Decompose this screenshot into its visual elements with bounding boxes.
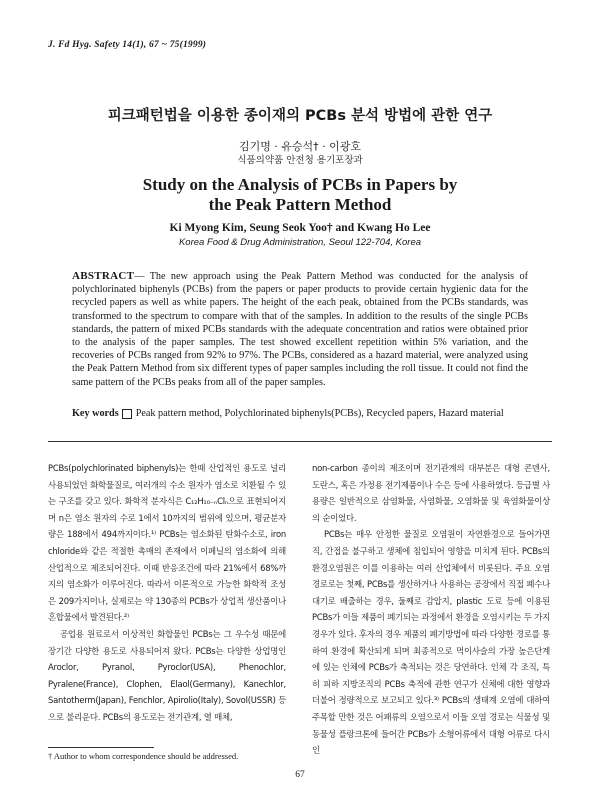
abstract-label: ABSTRACT (72, 270, 135, 282)
journal-reference: J. Fd Hyg. Safety 14(1), 67 ~ 75(1999) (48, 40, 207, 50)
page-number: 67 (295, 770, 305, 780)
abstract (72, 270, 528, 389)
footnote: † Author to whom correspondence should be addressed. (48, 751, 239, 761)
korean-authors: 김기명 · 유승석† · 이광호 (238, 140, 362, 153)
footnote-divider (48, 747, 154, 748)
english-affiliation: Korea Food & Drug Administration, Seoul 122-704, Korea (178, 237, 422, 248)
keywords (72, 407, 528, 420)
body-right-paragraph-1: non-carbon 종이의 제조이며 전기관계의 대부분은 대형 콘덴사, 도란스, 혹은 가정용 전기제품이나 수은 등에 사용하였다. 등급별 사용량은 일반적으로 삼염화물, 사염화물, 오염화물 및 육염화물이상의 순이었다. (312, 463, 550, 523)
english-title-line1: Study on the Analysis of PCBs in Papers by (142, 175, 458, 194)
english-title-line2: the Peak Pattern Method (208, 195, 392, 214)
section-divider (48, 441, 552, 442)
korean-title: 피크패턴법을 이용한 종이재의 PCBs 분석 방법에 관한 연구 (107, 108, 493, 124)
body-left-paragraph-2: 공업용 원료로서 이상적인 화합물인 PCBs는 그 우수성 때문에 장기간 다양한 용도로 사용되어져 왔다. PCBs는 다양한 상업명인 Aroclor, Pyranol, Pyroclor(USA), Phenochlor, Pyralene(France), Clophen, Elaol(Germany), Kanechlor, Santotherm(Japan), Fenchlor, Apirolio(Italy), Sovol(USSR) 등으로 불리운다. PCBs의 용도로는 전기관계, 열 매체, (48, 628, 287, 722)
keywords-text: Peak pattern method, Polychlorinated biphenyls(PCBs), Recycled papers, Hazard material (135, 408, 504, 419)
body-left-paragraph-1: PCBs(polychlorinated biphenyls)는 한때 산업적인 용도로 널리 사용되었던 화학물질로, 여러개의 수소 원자가 염소로 치환될 수 있는 구조를 갖고 있다. 화학적 분자식은 C₁₂H₁₀₋ₙClₙ으로 표현되어지며 n은 염소 원자의 수로 1에서 10까지의 범위에 있으며, 평균분자량은 188에서 494까지이다.¹⁾ PCBs는 염소화된 탄화수소로, iron chloride와 같은 적절한 촉매의 존재에서 이페닐의 염소화에 의해 산업적으로 제조되어진다. 이때 반응조건에 따라 21%에서 68%까지의 염소화가 이루어진다. 따라서 이론적으로 가능한 화학적 조성은 209가지이나, 실제로는 약 130종의 PCBs가 상업적 생산품이나 혼합물에서 발견된다.²⁾ (48, 463, 286, 623)
body-right-column (312, 460, 550, 759)
english-authors: Ki Myong Kim, Seung Seok Yoo† and Kwang Ho Lee (169, 222, 431, 234)
keywords-label: Key words (72, 408, 119, 419)
body-right-paragraph-2: PCBs는 매우 안정한 물질로 오염원이 자연환경으로 들어가면 직, 간접을 불구하고 생체에 침입되어 영향을 미치게 된다. PCBs의 환경오염원은 이를 이용하는 여러 산업체에서 비롯된다. 주요 오염경로로는 첫째, PCBs를 생산하거나 사용하는 공장에서 직접 폐수나 대기로 배출하는 경우, 둘째로 감압지, plastic 도료 등에 이용된 PCBs가 이들 제품이 폐기되는 과정에서 환경을 오염시키는 두 가지 경우가 있다. 후자의 경우 제품의 폐기방법에 따라 다양한 경로를 통하여 환경에 확산되게 되며 최종적으로 먹이사슬의 가장 높은단계에 있는 인체에 PCBs가 축적되는 것은 당연하다. 인체 각 조직, 특히 피하 지방조직의 PCBs 축적에 관한 연구가 신체에 대한 영향과 더불어 정량적으로 보고되고 있다.³⁾ PCBs의 생태계 오염에 대하여 주목할 만한 것은 어패류의 오염으로서 이들 오염 경로는 식물성 및 동물성 플랑크톤에 들어간 PCBs가 소형어류에서 대형 어류로 다시 인 (312, 529, 550, 756)
english-title (0, 175, 600, 215)
korean-affiliation: 식품의약품 안전청 용기포장과 (237, 155, 363, 166)
abstract-dash: — (134, 271, 145, 282)
abstract-text: The new approach using the Peak Pattern Method was conducted for the analysis of polychlorinated biphenyls (PCBs) from the papers or paper products to provide certain hygienic data for the recycled papers as well as white papers. The height of the each peak, obtained from the PCBs standards, was transformed to the spectrum to compare with that of the samples. In addition to the results of the single PCBs standards, the pattern of mixed PCBs standards with the adequate concentration and ratios were obtained prior to the analysis of the paper samples. The test showed excellent repetition within 5% variation, and the recoveries of PCBs ranged from 92% to 97%. The PCBs, considered as a hazard material, were analyzed using the Peak Pattern Method from six different types of paper samples including the roll tissue. It could not find the same pattern of the PCBs peaks from all of the paper samples. (72, 271, 528, 388)
keywords-box-icon (122, 409, 132, 419)
body-left-column (48, 460, 286, 726)
